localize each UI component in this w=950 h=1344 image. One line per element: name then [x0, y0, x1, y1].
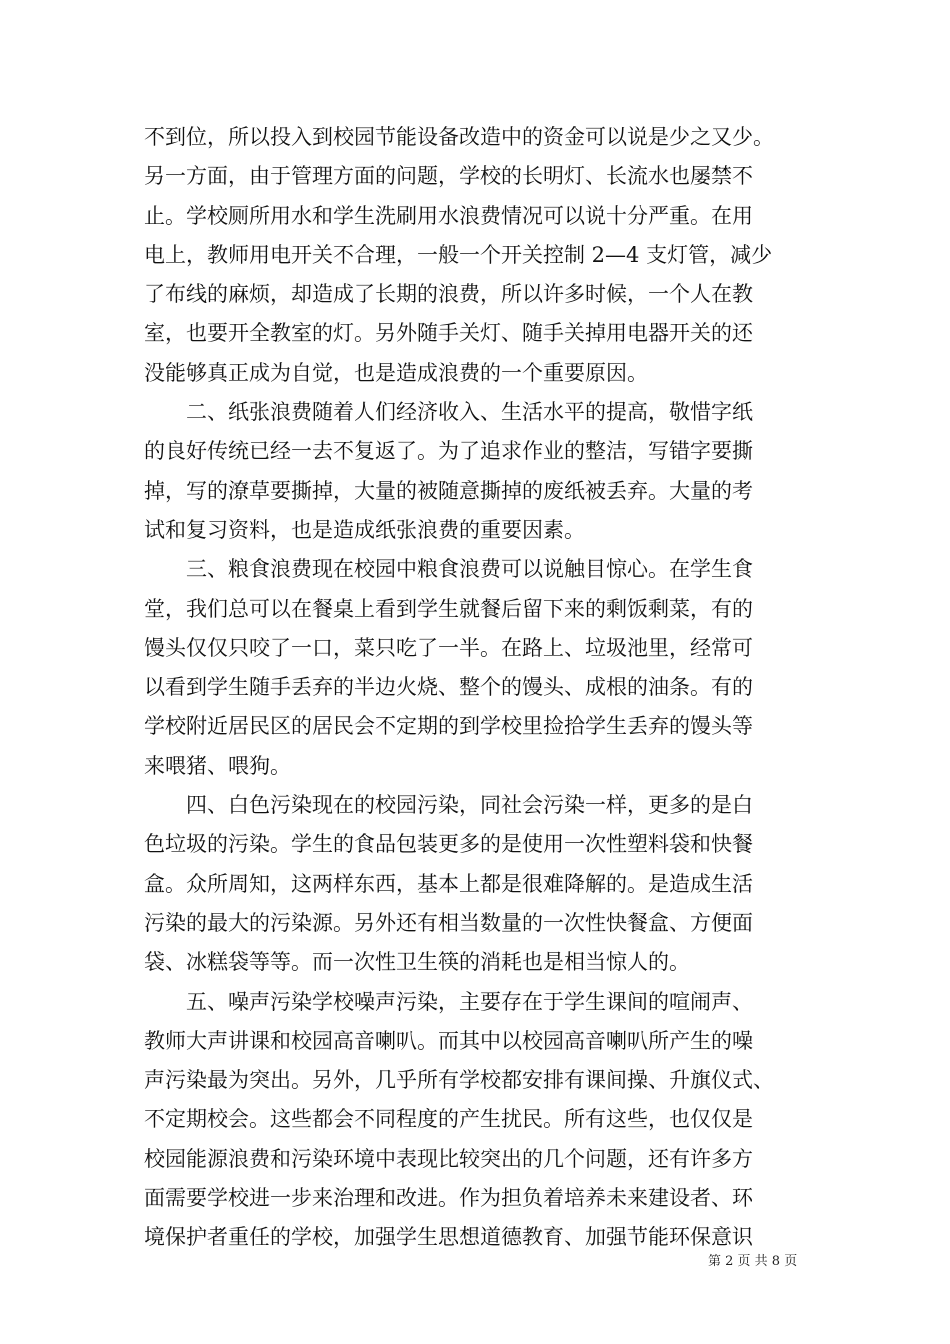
text-line: 电上，教师用电开关不合理，一般一个开关控制 2—4 支灯管，减少: [144, 242, 773, 267]
text-line: 四、白色污染现在的校园污染，同社会污染一样，更多的是白: [186, 793, 753, 818]
text-line: 来喂猪、喂狗。: [144, 753, 291, 778]
text-line: 止。学校厕所用水和学生洗刷用水浪费情况可以说十分严重。在用: [144, 203, 753, 228]
page-number: 第 2 页 共 8 页: [708, 1254, 798, 1269]
text-line: 另一方面，由于管理方面的问题，学校的长明灯、长流水也屡禁不: [144, 164, 753, 189]
text-line: 二、纸张浪费随着人们经济收入、生活水平的提高，敬惜字纸: [186, 400, 753, 425]
text-line: 室，也要开全教室的灯。另外随手关灯、随手关掉用电器开关的还: [144, 321, 753, 346]
text-line: 堂，我们总可以在餐桌上看到学生就餐后留下来的剩饭剩菜，有的: [144, 596, 753, 621]
text-line: 学校附近居民区的居民会不定期的到学校里捡拾学生丢弃的馒头等: [144, 714, 753, 739]
text-line: 境保护者重任的学校，加强学生思想道德教育、加强节能环保意识: [144, 1225, 753, 1250]
text-line: 教师大声讲课和校园高音喇叭。而其中以校园高音喇叭所产生的噪: [144, 1028, 753, 1053]
text-line: 的良好传统已经一去不复返了。为了追求作业的整洁，写错字要撕: [144, 439, 753, 464]
text-line: 声污染最为突出。另外，几乎所有学校都安排有课间操、升旗仪式、: [144, 1068, 774, 1093]
text-line: 色垃圾的污染。学生的食品包装更多的是使用一次性塑料袋和快餐: [144, 832, 753, 857]
text-line: 试和复习资料，也是造成纸张浪费的重要因素。: [144, 517, 585, 542]
text-line: 五、噪声污染学校噪声污染，主要存在于学生课间的喧闹声、: [186, 989, 753, 1014]
text-line: 以看到学生随手丢弃的半边火烧、整个的馒头、成根的油条。有的: [144, 675, 753, 700]
text-line: 不定期校会。这些都会不同程度的产生扰民。所有这些，也仅仅是: [144, 1107, 753, 1132]
text-line: 馒头仅仅只咬了一口，菜只吃了一半。在路上、垃圾池里，经常可: [144, 635, 753, 660]
document-body: [144, 118, 810, 1258]
text-line: 了布线的麻烦，却造成了长期的浪费，所以许多时候，一个人在教: [144, 282, 753, 307]
text-line: 污染的最大的污染源。另外还有相当数量的一次性快餐盒、方便面: [144, 910, 753, 935]
text-line: 掉，写的潦草要撕掉，大量的被随意撕掉的废纸被丢弃。大量的考: [144, 478, 753, 503]
text-line: 盒。众所周知，这两样东西，基本上都是很难降解的。是造成生活: [144, 871, 753, 896]
text-line: 没能够真正成为自觉，也是造成浪费的一个重要原因。: [144, 360, 648, 385]
text-line: 三、粮食浪费现在校园中粮食浪费可以说触目惊心。在学生食: [186, 557, 753, 582]
text-line: 面需要学校进一步来治理和改进。作为担负着培养未来建设者、环: [144, 1186, 753, 1211]
text-line: 袋、冰糕袋等等。而一次性卫生筷的消耗也是相当惊人的。: [144, 950, 690, 975]
text-line: 校园能源浪费和污染环境中表现比较突出的几个问题，还有许多方: [144, 1146, 753, 1171]
text-line: 不到位，所以投入到校园节能设备改造中的资金可以说是少之又少。: [144, 125, 774, 149]
